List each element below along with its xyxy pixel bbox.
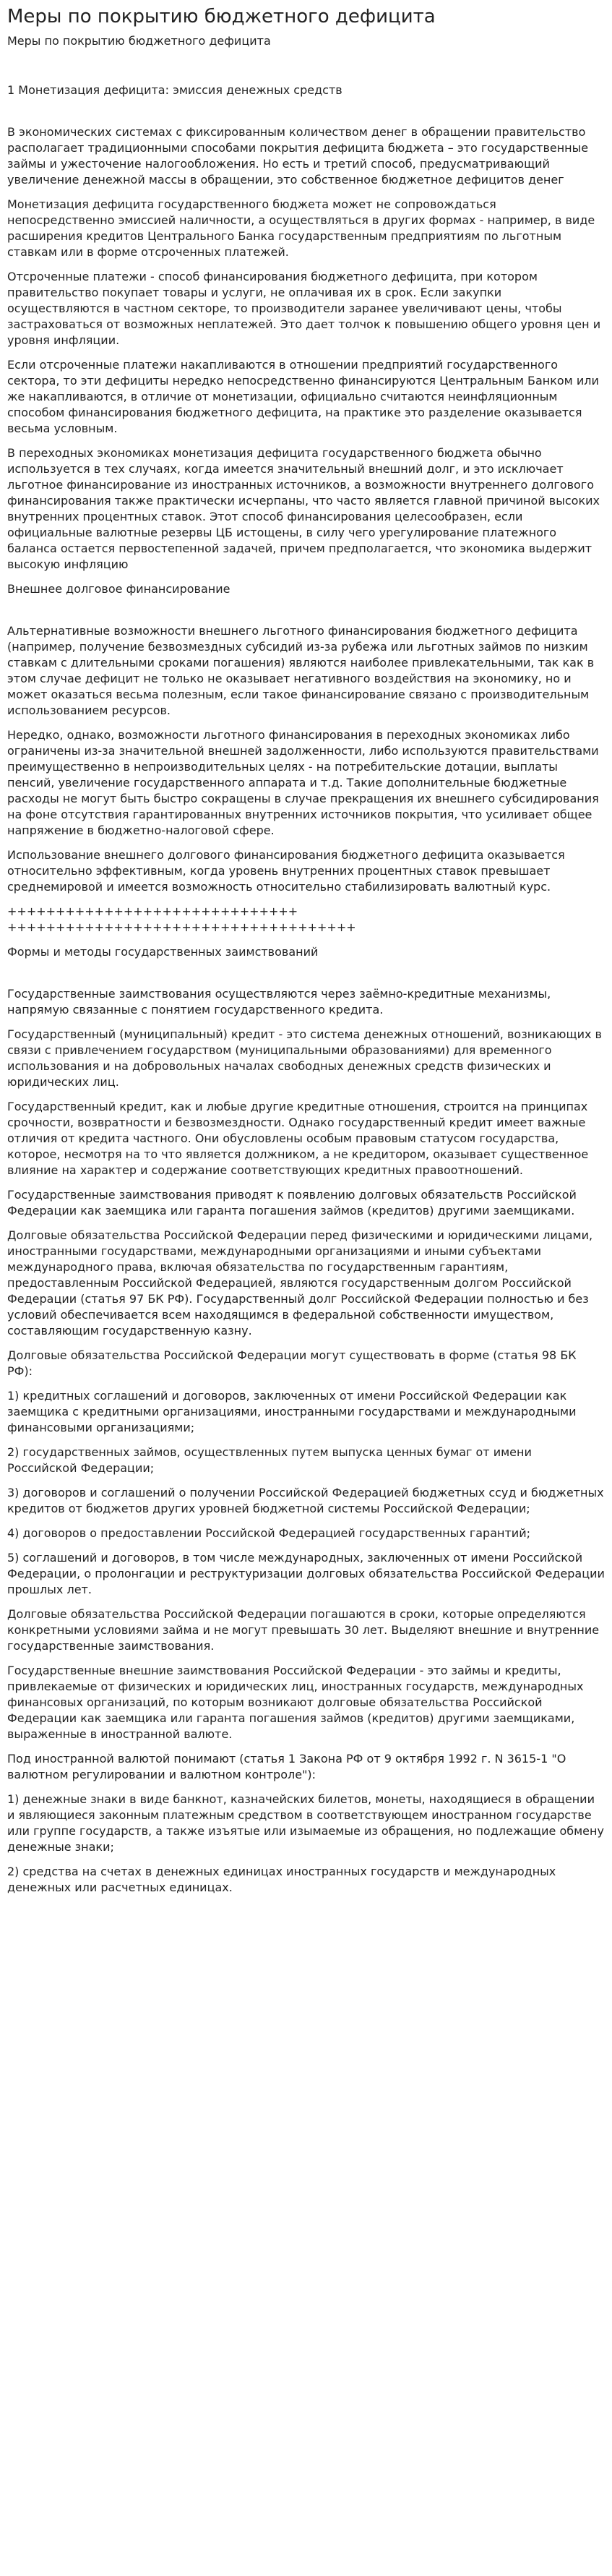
section-heading: Внешнее долговое финансирование (7, 582, 230, 596)
list-item: 2) государственных займов, осуществленных путем выпуска ценных бумаг от имени Российской Федерации; (7, 1445, 532, 1475)
list-item: 1) кредитных соглашений и договоров, заключенных от имени Российской Федерации как заемщика с кредитными организациями, иностранными государствами и международными финансовыми организациями; (7, 1389, 577, 1434)
paragraph: Отсроченные платежи - способ финансирования бюджетного дефицита, при котором правительство покупает товары и услуги, не оплачивая их в срок. Если закупки осуществляются в частном секторе, то производители заранее увеличивают цены, чтобы застраховаться от возможных неплатежей. Это дает толчок к повышению общего уровня цен и уровня инфляции. (7, 270, 601, 347)
section-heading: Формы и методы государственных заимствований (7, 945, 319, 959)
paragraph: Государственные внешние заимствования Российской Федерации - это займы и кредиты, привлекаемые от физических и юридических лиц, иностранных государств, международных финансовых организаций, по которым возникают долговые обязательства Российской Федерации как заемщика или гаранта погашения займов (кредитов) другими заемщиками, выраженные в иностранной валюте. (7, 1664, 584, 1741)
article-body (7, 82, 605, 1896)
paragraph: Долговые обязательства Российской Федерации погашаются в сроки, которые определяются конкретными условиями займа и не могут превышать 30 лет. Выделяют внешние и внутренние государственные заимствования. (7, 1607, 600, 1653)
paragraph: Альтернативные возможности внешнего льготного финансирования бюджетного дефицита (например, получение безвозмездных субсидий из-за рубежа или льготных займов по низким ставкам с длительными сроками погашения) являются наиболее привлекательными, так как в этом случае дефицит не только не оказывает негативного воздействия на экономику, но и может оказаться весьма полезным, если такое финансирование связано с производительным использованием ресурсов. (7, 624, 595, 717)
separator-line: ++++++++++++++++++++++++++++++ ++++++++++++++++++++++++++++++++++++ (7, 904, 356, 934)
page-title: Меры по покрытию бюджетного дефицита (7, 6, 436, 27)
paragraph: Под иностранной валютой понимают (статья 1 Закона РФ от 9 октября 1992 г. N 3615-1 "О валютном регулировании и валютном контроле"): (7, 1752, 566, 1781)
paragraph: Государственный (муниципальный) кредит - это система денежных отношений, возникающих в связи с привлечением государством (муниципальными образованиями) для временного использования и на добровольных началах свободных денежных средств физических и юридических лиц. (7, 1027, 602, 1089)
list-item: 5) соглашений и договоров, в том числе международных, заключенных от имени Российской Федерации, о пролонгации и реструктуризации долговых обязательства Российской Федерации прошлых лет. (7, 1551, 605, 1596)
paragraph: 1 Монетизация дефицита: эмиссия денежных средств (7, 83, 342, 97)
paragraph: В переходных экономиках монетизация дефицита государственного бюджета обычно используется в тех случаях, когда имеется значительный внешний долг, и это исключает льготное финансирование из иностранных источников, а возможности внутреннего долгового финансирования также практически исчерпаны, что часто является главной причиной высоких внутренних процентных ставок. Этот способ финансирования целесообразен, если официальные валютные резервы ЦБ истощены, в силу чего урегулирование платежного баланса остается первостепенной задачей, причем предполагается, что экономика выдержит высокую инфляцию (7, 446, 600, 571)
paragraph: Долговые обязательства Российской Федерации перед физическими и юридическими лицами, иностранными государствами, международными организациями и иными субъектами международного права, включая обязательства по государственным гарантиям, предоставленным Российской Федерацией, являются государственным долгом Российской Федерации (статья 97 БК РФ). Государственный долг Российской Федерации полностью и без условий обеспечивается всем находящимся в федеральной собственности имуществом, составляющим государственную казну. (7, 1228, 593, 1338)
paragraph: Монетизация дефицита государственного бюджета может не сопровождаться непосредственно эмиссией наличности, а осуществляться в других формах - например, в виде расширения кредитов Центрального Банка государственным предприятиям по льготным ставкам или в форме отсроченных платежей. (7, 197, 595, 259)
paragraph: Использование внешнего долгового финансирования бюджетного дефицита оказывается относительно эффективным, когда уровень внутренних процентных ставок превышает среднемировой и имеется возможность относительно стабилизировать валютный курс. (7, 848, 565, 894)
list-item: 3) договоров и соглашений о получении Российской Федерацией бюджетных ссуд и бюджетных кредитов от бюджетов других уровней бюджетной системы Российской Федерации; (7, 1486, 604, 1515)
page-subtitle: Меры по покрытию бюджетного дефицита (7, 34, 271, 48)
paragraph: Если отсроченные платежи накапливаются в отношении предприятий государственного сектора, то эти дефициты нередко непосредственно финансируются Центральным Банком или же накапливаются, в отличие от монетизации, официально считаются неинфляционным способом финансирования бюджетного дефицита, на практике это разделение оказывается весьма условным. (7, 358, 599, 435)
list-item: 1) денежные знаки в виде банкнот, казначейских билетов, монеты, находящиеся в обращении и являющиеся законным платежным средством в соответствующем иностранном государстве или группе государств, а также изъятые или изымаемые из обращения, но подлежащие обмену денежные знаки; (7, 1792, 604, 1854)
list-item: 4) договоров о предоставлении Российской Федерацией государственных гарантий; (7, 1526, 530, 1540)
paragraph: Нередко, однако, возможности льготного финансирования в переходных экономиках либо ограничены из-за значительной внешней задолженности, либо используются правительствами преимущественно в непроизводительных целях - на потребительские дотации, выплаты пенсий, увеличение государственного аппарата и т.д. Такие дополнительные бюджетные расходы не могут быть быстро сокращены в случае прекращения их внешнего субсидирования на фоне отсутствия гарантированных внутренних источников покрытия, что усиливает общее напряжение в бюджетно-налоговой сфере. (7, 728, 599, 837)
paragraph: Долговые обязательства Российской Федерации могут существовать в форме (статья 98 БК РФ): (7, 1348, 577, 1378)
paragraph: Государственные заимствования приводят к появлению долговых обязательств Российской Федерации как заемщика или гаранта погашения займов (кредитов) другими заемщиками. (7, 1188, 577, 1218)
paragraph: В экономических системах с фиксированным количеством денег в обращении правительство располагает традиционными способами покрытия дефицита бюджета – это государственные займы и ужесточение налогообложения. Но есть и третий способ, предусматривающий увеличение денежной массы в обращении, это собственное бюджетное дефицитов денег (7, 125, 589, 187)
paragraph: Государственные заимствования осуществляются через заёмно-кредитные механизмы, напрямую связанные с понятием государственного кредита. (7, 987, 551, 1017)
paragraph: Государственный кредит, как и любые другие кредитные отношения, строится на принципах срочности, возвратности и безвозмездности. Однако государственный кредит имеет важные отличия от кредита частного. Они обусловлены особым правовым статусом государства, которое, несмотря на то что является должником, а не кредитором, оказывает существенное влияние на характер и содержание соответствующих кредитных правоотношений. (7, 1100, 589, 1177)
list-item: 2) средства на счетах в денежных единицах иностранных государств и международных денежных или расчетных единицах. (7, 1865, 556, 1894)
